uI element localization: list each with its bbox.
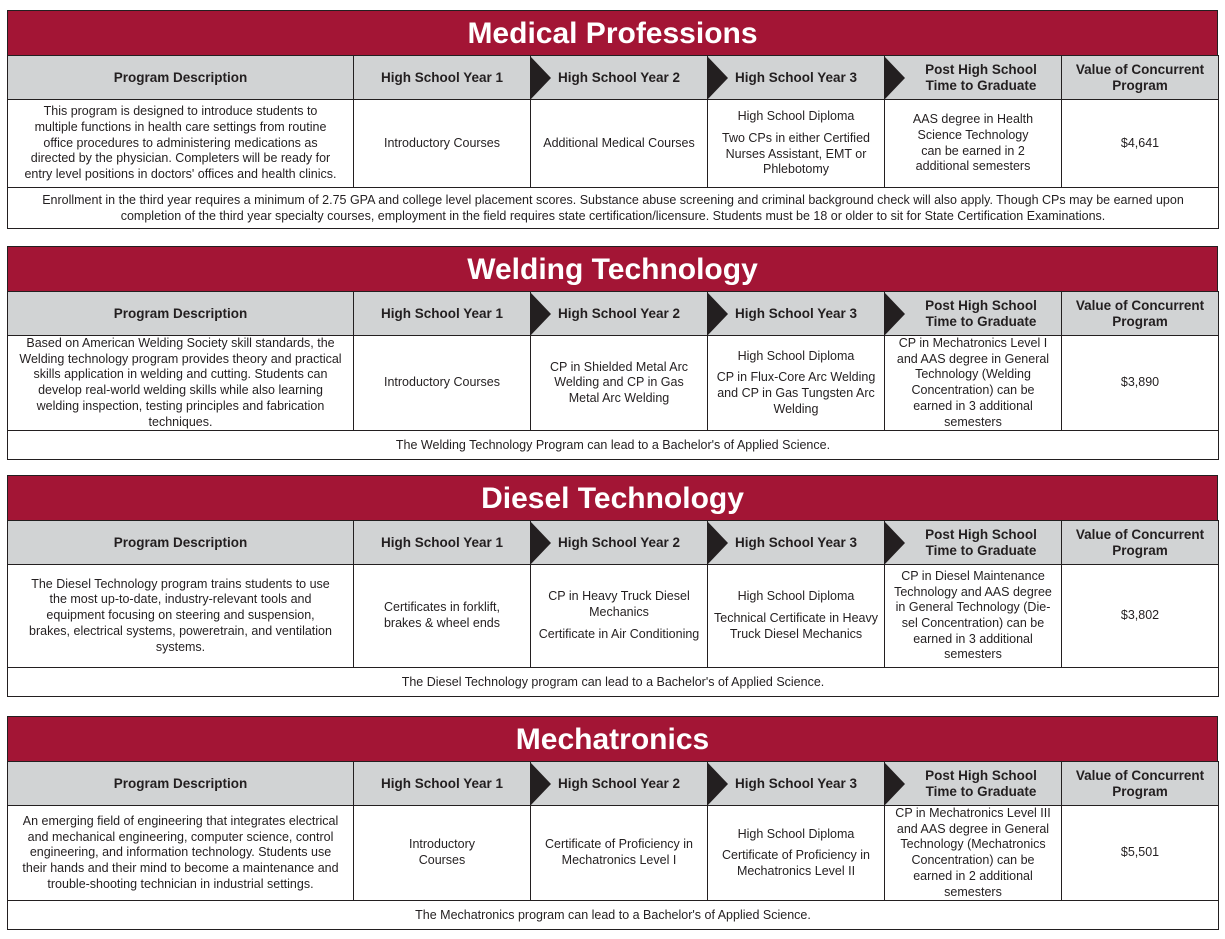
- high-school-year-3-header: [708, 762, 885, 806]
- post-high-school-header: [885, 521, 1062, 565]
- header-label: High School Year 1: [380, 534, 504, 550]
- cell-text: High School Diploma: [737, 589, 855, 604]
- high-school-year-2-cell: [531, 336, 708, 431]
- header-label: High School Year 1: [380, 69, 504, 85]
- note-row: [8, 668, 1219, 697]
- header-label: High School Year 1: [380, 775, 504, 791]
- header-label: High School Year 2: [557, 534, 681, 550]
- value-header: [1062, 56, 1219, 100]
- program-description: Based on American Welding Society skill standards, the Welding technology program provides theory and practical skills application in welding and cutting. Students can develop real-world welding skills while also learning welding inspection, testing principles and fabrication techniques.: [8, 336, 354, 431]
- header-label: Program Description: [113, 69, 248, 85]
- program-table: [7, 761, 1219, 930]
- program-value: $3,890: [1062, 336, 1219, 431]
- cell-text: CP in Mechatronics Level III and AAS degree in General Technology (Mechatronics Concentration) can be earned in 2 additional semesters: [895, 806, 1051, 899]
- cell-text: CP in Mechatronics Level I and AAS degree in General Technology (Welding Concentration) can be earned in 3 additional semesters: [896, 336, 1050, 429]
- post-high-school-cell: [885, 565, 1062, 668]
- section-note: The Mechatronics program can lead to a Bachelor's of Applied Science.: [8, 901, 1219, 930]
- header-label: High School Year 1: [380, 305, 504, 321]
- cell-text: Certificate of Proficiency in Mechatronics Level I: [545, 837, 693, 868]
- table-row: [8, 336, 1219, 431]
- cell-text: Technical Certificate in Heavy Truck Diesel Mechanics: [714, 611, 878, 641]
- high-school-year-2-cell: [531, 806, 708, 901]
- program-table: [7, 55, 1219, 229]
- high-school-year-2-header: [531, 521, 708, 565]
- header-label: Post High School Time to Graduate: [925, 767, 1037, 799]
- section-title: Welding Technology: [7, 246, 1218, 291]
- cell-text: CP in Heavy Truck Diesel Mechanics: [548, 589, 690, 620]
- high-school-year-1-header: [354, 762, 531, 806]
- header-row: [8, 56, 1219, 100]
- section-title: Diesel Technology: [7, 475, 1218, 520]
- high-school-year-1-header: [354, 56, 531, 100]
- note-row: [8, 431, 1219, 460]
- header-label: Value of Concurrent Program: [1075, 297, 1205, 329]
- high-school-year-1-header: [354, 521, 531, 565]
- post-high-school-header: [885, 56, 1062, 100]
- cell-text: Certificate of Proficiency in Mechatronics Level II: [722, 848, 870, 878]
- high-school-year-3-cell: [708, 336, 885, 431]
- section-title: Medical Professions: [7, 10, 1218, 55]
- table-row: [8, 565, 1219, 668]
- post-high-school-cell: [885, 100, 1062, 188]
- header-label: Post High School Time to Graduate: [925, 297, 1037, 329]
- cell-text: Two CPs in either Certified Nurses Assistant, EMT or Phlebotomy: [722, 130, 870, 177]
- section-note: The Welding Technology Program can lead to a Bachelor's of Applied Science.: [8, 431, 1219, 460]
- header-label: High School Year 3: [734, 305, 858, 321]
- section-note: The Diesel Technology program can lead to a Bachelor's of Applied Science.: [8, 668, 1219, 697]
- program-description: This program is designed to introduce students to multiple functions in health care settings from routine office procedures to administering medications as directed by the physician. Completers will be ready for entry level positions in doctors' offices and health clinics.: [8, 100, 354, 188]
- program-value: $3,802: [1062, 565, 1219, 668]
- post-high-school-cell: [885, 336, 1062, 431]
- section-title: Mechatronics: [7, 716, 1218, 761]
- program-table: [7, 520, 1219, 697]
- header-row: [8, 292, 1219, 336]
- header-row: [8, 521, 1219, 565]
- program-description: An emerging field of engineering that integrates electrical and mechanical engineering, computer science, control engineering, and information technology. Students use their hands and their mind to become a maintenance and trouble-shooting technician in industrial settings.: [8, 806, 354, 901]
- program-description: The Diesel Technology program trains students to use the most up-to-date, industry-relevant tools and equipment focusing on steering and suspension, brakes, electrical systems, poweretrain, and ventilation systems.: [8, 565, 354, 668]
- header-label: High School Year 2: [557, 305, 681, 321]
- program-description-header: [8, 292, 354, 336]
- value-header: [1062, 292, 1219, 336]
- post-high-school-header: [885, 762, 1062, 806]
- value-header: [1062, 521, 1219, 565]
- header-label: Value of Concurrent Program: [1075, 526, 1205, 558]
- header-row: [8, 762, 1219, 806]
- program-description-header: [8, 521, 354, 565]
- header-label: Value of Concurrent Program: [1075, 767, 1205, 799]
- program-value: $5,501: [1062, 806, 1219, 901]
- high-school-year-2-header: [531, 292, 708, 336]
- cell-text: High School Diploma: [737, 348, 855, 363]
- program-table: [7, 291, 1219, 460]
- cell-text: High School Diploma: [737, 109, 855, 124]
- program-description-header: [8, 762, 354, 806]
- cell-text: AAS degree in Health Science Technology can be earned in 2 additional semesters: [912, 112, 1034, 174]
- high-school-year-3-header: [708, 292, 885, 336]
- high-school-year-2-cell: [531, 565, 708, 668]
- header-label: Post High School Time to Graduate: [925, 526, 1037, 558]
- header-label: Program Description: [113, 534, 248, 550]
- table-row: [8, 806, 1219, 901]
- cell-text: Introductory Courses: [383, 135, 501, 150]
- high-school-year-1-cell: [354, 336, 531, 431]
- high-school-year-2-header: [531, 762, 708, 806]
- section-note: Enrollment in the third year requires a minimum of 2.75 GPA and college level placement scores. Substance abuse screening and criminal background check will also apply. Though CPs may be earned upon completion of the third year specialty courses, employment in the field requires state certification/licensure. Students must be 18 or older to sit for State Certification Examinations.: [8, 188, 1219, 229]
- high-school-year-3-cell: [708, 806, 885, 901]
- high-school-year-2-header: [531, 56, 708, 100]
- high-school-year-1-cell: [354, 806, 531, 901]
- program-value: $4,641: [1062, 100, 1219, 188]
- cell-text: Certificate in Air Conditioning: [538, 626, 700, 641]
- high-school-year-3-header: [708, 56, 885, 100]
- high-school-year-1-cell: [354, 100, 531, 188]
- table-row: [8, 100, 1219, 188]
- value-header: [1062, 762, 1219, 806]
- header-label: Program Description: [113, 305, 248, 321]
- header-label: High School Year 3: [734, 534, 858, 550]
- high-school-year-3-cell: [708, 565, 885, 668]
- note-row: [8, 188, 1219, 229]
- post-high-school-header: [885, 292, 1062, 336]
- program-description-header: [8, 56, 354, 100]
- cell-text: CP in Flux-Core Arc Welding and CP in Gas Tungsten Arc Welding: [716, 370, 876, 416]
- cell-text: Introductory Courses: [408, 837, 475, 868]
- header-label: High School Year 2: [557, 69, 681, 85]
- cell-text: Certificates in forklift, brakes & wheel ends: [383, 600, 501, 630]
- note-row: [8, 901, 1219, 930]
- post-high-school-cell: [885, 806, 1062, 901]
- high-school-year-3-cell: [708, 100, 885, 188]
- high-school-year-1-header: [354, 292, 531, 336]
- high-school-year-2-cell: [531, 100, 708, 188]
- cell-text: CP in Diesel Maintenance Technology and AAS degree in General Technology (Die-sel Concentration) can be earned in 3 additional semesters: [894, 568, 1052, 662]
- header-label: Program Description: [113, 775, 248, 791]
- cell-text: Introductory Courses: [383, 375, 501, 390]
- header-label: High School Year 2: [557, 775, 681, 791]
- cell-text: High School Diploma: [737, 826, 855, 841]
- header-label: High School Year 3: [734, 775, 858, 791]
- header-label: High School Year 3: [734, 69, 858, 85]
- cell-text: Additional Medical Courses: [543, 135, 695, 150]
- header-label: Post High School Time to Graduate: [925, 61, 1037, 93]
- high-school-year-3-header: [708, 521, 885, 565]
- cell-text: CP in Shielded Metal Arc Welding and CP in Gas Metal Arc Welding: [549, 359, 689, 405]
- high-school-year-1-cell: [354, 565, 531, 668]
- header-label: Value of Concurrent Program: [1075, 61, 1205, 93]
